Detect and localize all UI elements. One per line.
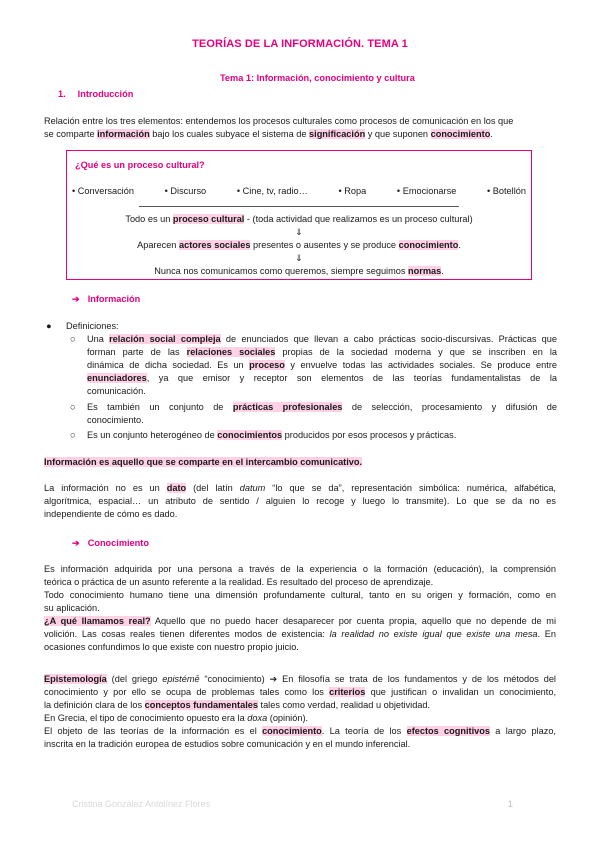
section-number: 1. bbox=[58, 89, 66, 99]
box-divider bbox=[139, 206, 459, 207]
bullet-dot-icon: ● bbox=[46, 321, 52, 331]
box-flow bbox=[67, 213, 531, 278]
circle-bullet-icon: ○ bbox=[70, 430, 76, 440]
box-line-1: Todo es un proceso cultural - (toda actividad que realizamos es un proceso cultural) bbox=[125, 214, 473, 224]
box-question: ¿Qué es un proceso cultural? bbox=[75, 160, 205, 170]
heading-text: Información bbox=[87, 294, 141, 304]
section-heading-intro bbox=[58, 88, 133, 101]
definition-2: Es también un conjunto de prácticas profesionales de selección, procesamiento y difusión de conocimiento. bbox=[87, 402, 557, 425]
footer-author: Cristina González Antolínez Flores bbox=[72, 799, 211, 809]
box-bullet-item: • Botellón bbox=[487, 186, 526, 196]
intro-line-2: se comparte información bajo los cuales subyace el sistema de significación y que suponen conocimiento. bbox=[44, 129, 493, 139]
document-title: TEORÍAS DE LA INFORMACIÓN. TEMA 1 bbox=[192, 38, 408, 50]
heading-text: Conocimiento bbox=[87, 538, 149, 548]
down-arrow-icon: ⇓ bbox=[295, 227, 303, 237]
heading-conocimiento bbox=[72, 537, 149, 550]
box-line-3: Nunca nos comunicamos como queremos, siempre seguimos normas. bbox=[154, 266, 444, 276]
intro-line-1: Relación entre los tres elementos: entendemos los procesos culturales como procesos de comunicación en los que bbox=[44, 116, 514, 126]
box-line-2: Aparecen actores sociales presentes o ausentes y se produce conocimiento. bbox=[137, 240, 461, 250]
arrow-right-icon: ➔ bbox=[72, 538, 80, 548]
key-statement: Información es aquello que se comparte en el intercambio comunicativo. bbox=[44, 457, 363, 467]
definition-3: Es un conjunto heterogéneo de conocimientos producidos por esos procesos y prácticas. bbox=[87, 430, 457, 440]
arrow-right-icon: ➔ bbox=[72, 294, 80, 304]
box-bullet-item: • Ropa bbox=[338, 186, 367, 196]
circle-bullet-icon: ○ bbox=[70, 334, 76, 344]
definiciones-label: Definiciones: bbox=[66, 321, 119, 331]
down-arrow-icon: ⇓ bbox=[295, 253, 303, 263]
epistemologia-paragraph: Epistemología (del griego epistémē “conocimiento) ➔ En filosofía se trata de los fundamentos y de los métodos del conocimiento y por ello se ocupa de problemas tales como los criterios que justifican o invalidan un conocimiento, la definición clara de los conceptos fundamentales tales como verdad, realidad u objetividad. En Grecia, el tipo de conocimiento opuesto era la doxa (opinión). El objeto de las teorías de la información es el conocimiento. La teoría de los efectos cognitivos a largo plazo, inscrita en la tradición europea de estudios sobre comunicación y en el mundo inferencial. bbox=[44, 674, 556, 749]
conocimiento-body: Es información adquirida por una persona a través de la experiencia o la formación (educación), la comprensión teórica o práctica de un asunto referente a la realidad. Es resultado del proceso de aprendizaje. Todo conocimiento humano tiene una dimensión profundamente cultural, tanto en su origen y formación, como en su aplicación. ¿A qué llamamos real? Aquello que no puedo hacer desaparecer por cuenta propia, aquello que no depende de mi volición. Las cosas reales tienen diferentes modos de existencia: la realidad no existe igual que existe una mesa. En ocasiones confundimos lo que existe con nuestro propio juicio. bbox=[44, 564, 556, 652]
section-title: Introducción bbox=[77, 89, 134, 99]
box-bullet-item: • Emocionarse bbox=[396, 186, 457, 196]
cultural-process-box bbox=[66, 150, 532, 280]
page-number: 1 bbox=[508, 799, 514, 809]
intro-paragraph bbox=[44, 115, 556, 141]
box-bullet-list bbox=[72, 185, 526, 198]
heading-informacion bbox=[72, 293, 140, 306]
circle-bullet-icon: ○ bbox=[70, 402, 76, 412]
document-subtitle: Tema 1: Información, conocimiento y cultura bbox=[220, 73, 415, 83]
dato-paragraph: La información no es un dato (del latín datum “lo que se da”, representación simbólica: numérica, alfabética, algorítmica, espacial… un atributo de sentido / alguien lo recoge y luego lo transmite). Lo que se da no es independiente de cómo es dado. bbox=[44, 483, 556, 519]
box-bullet-item: • Conversación bbox=[72, 186, 134, 196]
definition-1: Una relación social compleja de enunciados que llevan a cabo prácticas socio-discursivas. Prácticas que forman parte de las relaciones sociales propias de la sociedad moderna y que se inscriben en la dinámica de dicha sociedad. Es un proceso y envuelve todas las actividades sociales. Se produce entre enunciadores, ya que emisor y receptor son elementos de las teorías fundamentalistas de la comunicación. bbox=[87, 334, 557, 396]
box-bullet-item: • Discurso bbox=[164, 186, 207, 196]
box-bullet-item: • Cine, tv, radio… bbox=[236, 186, 308, 196]
